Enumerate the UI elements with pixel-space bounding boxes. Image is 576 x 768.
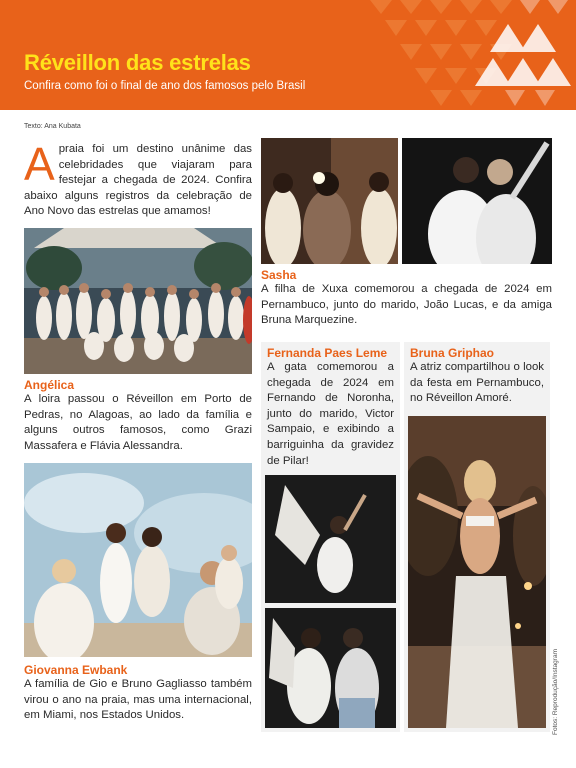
section-text: A gata comemorou a chegada de 2024 em Fernando de Noronha, junto do marido, Victor Sampaio, e exibindo a barriguinha da gravidez de Pilar! [267, 361, 394, 467]
section-name: Bruna Griphao [410, 346, 495, 360]
fernanda-photo-top [265, 475, 396, 603]
sasha-photo-right [402, 138, 552, 264]
section-name: Angélica [24, 378, 75, 392]
sasha-section [261, 268, 552, 329]
angelica-photo [24, 228, 252, 374]
fernanda-section [267, 346, 394, 469]
sasha-photo-left [261, 138, 398, 264]
section-name: Fernanda Paes Leme [267, 346, 388, 360]
section-text: A filha de Xuxa comemorou a chegada de 2024 em Pernambuco, junto do marido, João Lucas, e da amiga Bruna Marquezine. [261, 283, 552, 327]
section-text: A atriz compartilhou o look da festa em Pernambuco, no Réveillon Amoré. [410, 361, 544, 405]
bruna-section [410, 346, 544, 407]
giovanna-photo [24, 463, 252, 657]
section-text: A família de Gio e Bruno Gagliasso também virou o ano na praia, mas uma internacional, em Miami, nos Estados Unidos. [24, 678, 252, 722]
fernanda-photo-bottom [265, 608, 396, 728]
section-text: A loira passou o Réveillon em Porto de Pedras, no Alagoas, ao lado da família e alguns outros famosos, como Grazi Massafera e Flávia Alessandra. [24, 393, 252, 452]
section-name: Giovanna Ewbank [24, 663, 128, 677]
intro-paragraph [24, 138, 252, 220]
giovanna-section [24, 663, 252, 724]
author-credit: Texto: Ana Kubata [24, 123, 81, 130]
intro-text: praia foi um destino unânime das celebridades que viajaram para festejar a chegada de 2024. Confira abaixo alguns registros da celebração de Ano Novo das estrelas que amamos! [24, 143, 252, 218]
bruna-photo [408, 416, 546, 728]
page-header [0, 0, 576, 110]
angelica-section [24, 378, 252, 454]
page-subtitle: Confira como foi o final de ano dos famosos pelo Brasil [24, 80, 306, 92]
dropcap: A [24, 138, 55, 190]
photo-credit: Fotos: Reprodução/Instagram [552, 649, 559, 735]
page-title: Réveillon das estrelas [24, 50, 251, 75]
section-name: Sasha [261, 268, 297, 282]
